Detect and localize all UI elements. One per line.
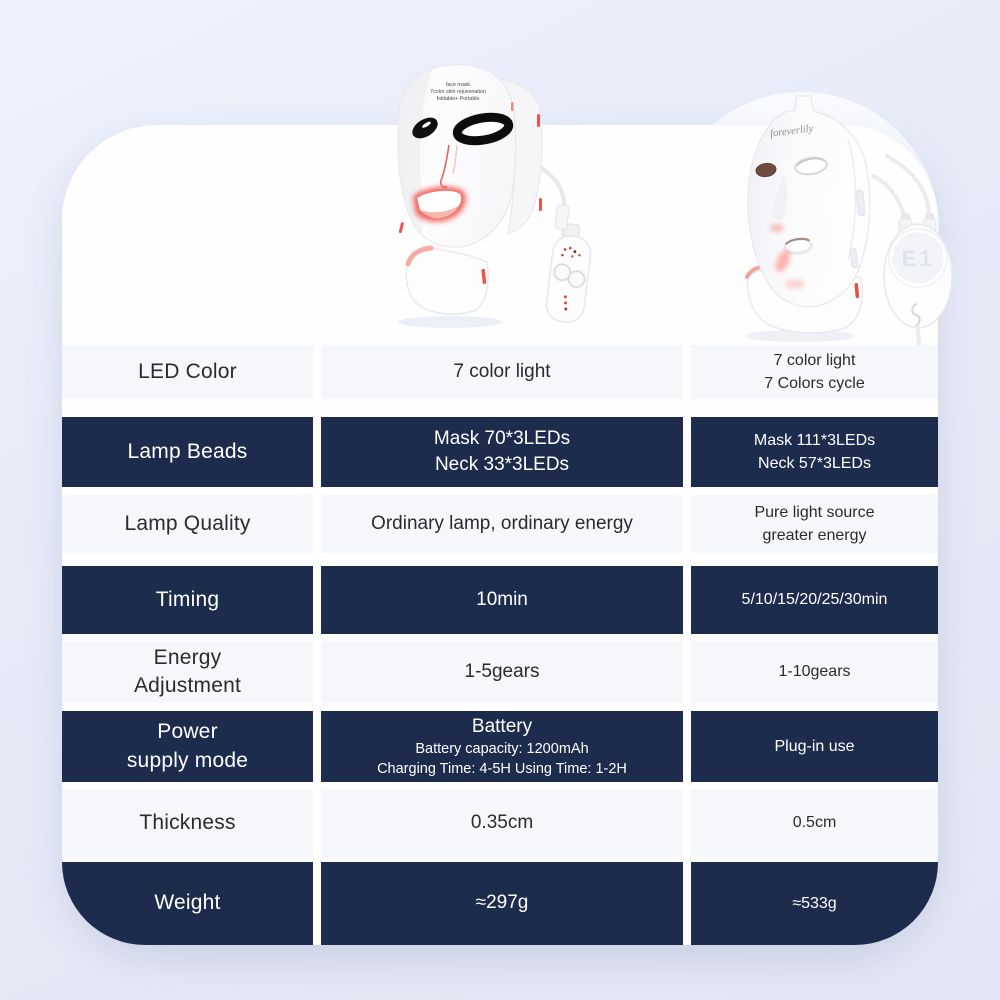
svg-text:foldable+ Portable: foldable+ Portable: [436, 96, 480, 102]
table-row: [62, 566, 938, 634]
left-mask-illustration: [398, 65, 542, 247]
product1-value-cell: Battery Battery capacity: 1200mAh Charging Time: 4-5H Using Time: 1-2H: [321, 711, 683, 782]
product2-value-cell: Mask 111*3LEDs Neck 57*3LEDs: [691, 417, 938, 487]
left-neck-wrap-illustration: [406, 248, 488, 314]
spec-label-cell: Weight: [62, 862, 313, 945]
product-left-illustration: [365, 50, 625, 340]
table-row: [62, 711, 938, 782]
spec-label-cell: Timing: [62, 566, 313, 634]
spec-table: [62, 345, 938, 945]
brand-logo-text: foreverlily: [769, 123, 814, 140]
product1-value-cell: ≈297g: [321, 862, 683, 945]
spec-label-cell: Lamp Beads: [62, 417, 313, 487]
table-row: [62, 862, 938, 945]
spec-label-cell: Lamp Quality: [62, 495, 313, 553]
left-remote-control: [544, 222, 594, 324]
table-row: [62, 789, 938, 857]
product2-value-cell: Pure light source greater energy: [691, 495, 938, 553]
table-row: [62, 641, 938, 703]
product1-value-cell: 7 color light: [321, 345, 683, 399]
product2-value-cell: 1-10gears: [691, 641, 938, 703]
spec-label-cell: LED Color: [62, 345, 313, 399]
right-mask-illustration: [748, 96, 870, 307]
neck-shadow: [398, 316, 502, 328]
spec-label-cell: Power supply mode: [62, 711, 313, 782]
table-row: [62, 345, 938, 399]
remote-display-text: E1: [901, 246, 935, 271]
product1-value-cell: 1-5gears: [321, 641, 683, 703]
product2-value-cell: 0.5cm: [691, 789, 938, 857]
product-right-illustration: [680, 80, 980, 345]
product2-value-cell: 7 color light 7 Colors cycle: [691, 345, 938, 399]
product1-value-cell: 0.35cm: [321, 789, 683, 857]
product2-value-cell: Plug-in use: [691, 711, 938, 782]
svg-text:face mask: face mask: [445, 82, 471, 88]
table-row: [62, 417, 938, 487]
product2-value-cell: 5/10/15/20/25/30min: [691, 566, 938, 634]
product1-value-cell: Ordinary lamp, ordinary energy: [321, 495, 683, 553]
svg-text:7color skin rejuvenation: 7color skin rejuvenation: [430, 89, 486, 95]
right-remote-control: [884, 213, 952, 345]
spec-label-cell: Thickness: [62, 789, 313, 857]
spec-label-cell: Energy Adjustment: [62, 641, 313, 703]
product1-value-cell: 10min: [321, 566, 683, 634]
product1-value-cell: Mask 70*3LEDs Neck 33*3LEDs: [321, 417, 683, 487]
right-cables: [873, 156, 929, 221]
product2-value-cell: ≈533g: [691, 862, 938, 945]
table-row: [62, 495, 938, 553]
